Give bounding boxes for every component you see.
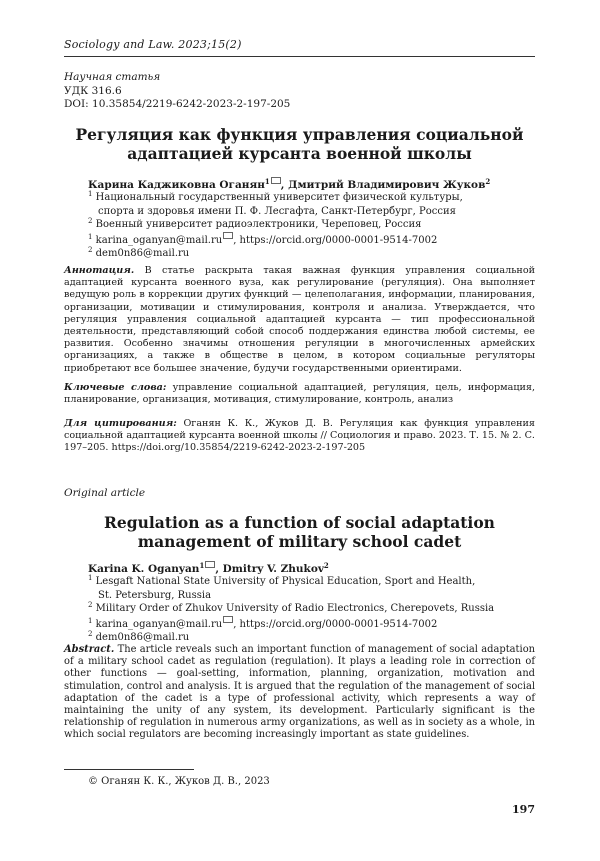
en-title-line-2: management of military school cadet <box>137 532 462 551</box>
en-authors <box>88 561 329 575</box>
ru-abstract <box>64 265 535 375</box>
ru-author-2-sup: 2 <box>485 177 491 186</box>
ru-orcid-link[interactable]: , https://orcid.org/0000-0001-9514-7002 <box>233 234 438 246</box>
en-orcid-link[interactable]: , https://orcid.org/0000-0001-9514-7002 <box>233 618 438 630</box>
ru-meta-block <box>64 71 290 112</box>
udk-code: УДК 316.6 <box>64 84 122 97</box>
en-affiliation-2: $^2$ Military Order of Zhukov University of Radio Electronics, Cherepovets, Russia <box>88 601 495 614</box>
ru-author-1: Карина Каджиковна Оганян <box>88 179 265 191</box>
ru-keywords-label: Ключевые слова: <box>64 382 167 393</box>
envelope-icon <box>223 616 233 623</box>
en-author-sep: , <box>215 563 223 575</box>
copyright-note: © Оганян К. К., Жуков Д. В., 2023 <box>88 776 270 787</box>
en-author-1: Karina K. Oganyan <box>88 563 200 575</box>
en-email-1-link[interactable]: karina_oganyan@mail.ru <box>95 618 223 630</box>
ru-author-1-sup: 1 <box>264 177 270 186</box>
ru-citation-label: Для цитирования: <box>64 418 177 429</box>
ru-abstract-label: Аннотация. <box>64 265 135 276</box>
envelope-icon <box>223 232 233 239</box>
ru-abstract-text: В статье раскрыта такая важная функция управления социальной адаптацией курсанта военного вуза, как регулирование (регуляция). Она выполняет ведущую роль в коррекции других функций — целеполагания, информации, планирования, организации, мотивации и стимулирования, контроля и анализа. Утверждается, что регуляция управления социальной адаптацией курсанта — тип профессиональной деятельности, представляющий собой способ поддержания единства любой системы, ее развития. Особенно значимы отношения регуляции в многочисленных армейских организациях, а также в обществе в целом, в котором социальные регуляторы приобретают все большее значение, будучи государственными ориентирами. <box>64 265 535 374</box>
ru-title-line-1: Регуляция как функция управления социальной <box>75 125 524 144</box>
ru-affiliation-1-cont: спорта и здоровья имени П. Ф. Лесгафта, Санкт-Петербург, Россия <box>98 205 456 217</box>
ru-affiliation-1: $^1$ Национальный государственный университет физической культуры, <box>88 190 463 203</box>
en-article-type: Original article <box>64 487 146 499</box>
en-author-2-sup: 2 <box>323 561 329 570</box>
ru-author-sep: , <box>280 179 289 191</box>
envelope-icon <box>205 561 215 568</box>
ru-email-1: $^1$ karina_oganyan@mail.ru , https://orcid.org/0000-0001-9514-7002 <box>88 232 438 246</box>
ru-email-1-link[interactable]: karina_oganyan@mail.ru <box>95 234 223 246</box>
ru-article-type: Научная статья <box>64 71 161 83</box>
ru-email-2-link[interactable]: dem0n86@mail.ru <box>95 248 190 259</box>
en-affiliations <box>88 575 494 645</box>
doi-text[interactable]: DOI: 10.35854/2219-6242-2023-2-197-205 <box>64 98 291 110</box>
en-abstract-label: Abstract. <box>64 644 115 655</box>
envelope-icon <box>271 177 281 184</box>
ru-citation-text: Оганян К. К., Жуков Д. В. Регуляция как функция управления социальной адаптацией курсанта военной школы // Социология и право. 2023. Т. 15. № 2. С. 197–205. https://doi.org/10.35854/2219-6242-2023-2-197-205 <box>64 418 535 454</box>
en-author-1-sup: 1 <box>199 561 205 570</box>
ru-citation <box>64 418 535 455</box>
en-email-2: $^2$ dem0n86@mail.ru <box>88 630 190 643</box>
ru-email-2: $^2$ dem0n86@mail.ru <box>88 246 190 259</box>
page-number: 197 <box>512 803 535 816</box>
journal-running-head: Sociology and Law. 2023;15(2) <box>64 38 242 51</box>
footnote-rule <box>64 769 194 770</box>
en-abstract-text: The article reveals such an important function of management of social adaptation of a military school cadet as regulation (regulation). It plays a leading role in correction of other functions — goal-setting, information, planning, organization, motivation and stimulation, control and analysis. It is argued that the regulation of the management of social adaptation of the cadet is a type of professional activity, which represents a way of maintaining the unity of any system, its development. Particularly significant is the relationship of regulation in numerous army organizations, as well as in society as a whole, in which social regulators are becoming increasingly important as state guidelines. <box>64 644 535 741</box>
ru-title-line-2: адаптацией курсанта военной школы <box>127 144 472 163</box>
header-rule <box>64 56 535 57</box>
en-title-line-1: Regulation as a function of social adaptation <box>104 513 495 532</box>
ru-keywords <box>64 382 535 406</box>
en-abstract <box>64 644 535 742</box>
ru-affiliations <box>88 191 463 261</box>
en-email-1: $^1$ karina_oganyan@mail.ru , https://orcid.org/0000-0001-9514-7002 <box>88 616 438 630</box>
en-affiliation-1: $^1$ Lesgaft National State University of Physical Education, Sport and Health, <box>88 574 476 587</box>
en-affiliation-1-cont: St. Petersburg, Russia <box>98 589 212 601</box>
en-email-2-link[interactable]: dem0n86@mail.ru <box>95 632 190 643</box>
ru-affiliation-2: $^2$ Военный университет радиоэлектроники, Череповец, Россия <box>88 217 422 230</box>
ru-authors <box>88 177 490 191</box>
en-title <box>64 513 535 551</box>
ru-keywords-text: управление социальной адаптацией, регуляция, цель, информация, планирование, организация, мотивация, стимулирование, контроль, анализ <box>64 382 535 406</box>
ru-author-2: Дмитрий Владимирович Жуков <box>288 179 486 191</box>
en-author-2: Dmitry V. Zhukov <box>222 563 324 575</box>
ru-title <box>64 125 535 163</box>
